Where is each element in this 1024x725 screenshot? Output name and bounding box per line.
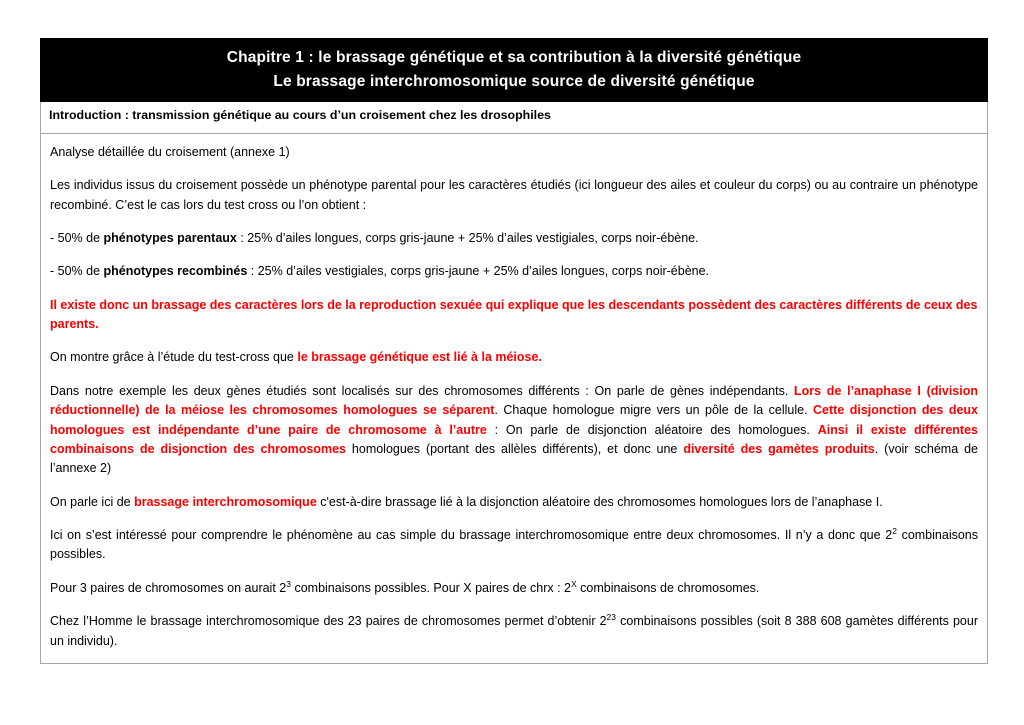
three-pairs-text: Pour 3 paires de chromosomes on aurait 2	[50, 580, 287, 595]
anaphase-part-1: Dans notre exemple les deux gènes étudiés sont localisés sur des chromosomes différents : On parle de gènes indépendants.	[50, 383, 795, 398]
introduction-row	[41, 102, 988, 134]
parental-label: phénotypes parentaux	[103, 230, 237, 245]
testcross-highlight: le brassage génétique est lié à la méiose.	[297, 350, 542, 365]
brassage-conclusion-text: Il existe donc un brassage des caractères lors de la reproduction sexuée qui explique que les descendants possèdent des caractères différents de ceux des parents.	[50, 297, 978, 332]
paragraph-phenotype-intro	[50, 176, 978, 215]
two-chromosomes-text: Ici on s’est intéressé pour comprendre le phénomène au cas simple du brassage interchromosomique entre deux chromosomes. Il n’y a donc que 2	[50, 528, 893, 543]
recombined-prefix: - 50% de	[50, 264, 104, 279]
paragraph-brassage-conclusion	[50, 296, 978, 335]
paragraph-anaphase-explanation	[50, 382, 978, 479]
paragraph-recombined-phenotypes	[50, 262, 978, 281]
parental-detail: : 25% d’ailes longues, corps gris-jaune + 25% d’ailes vestigiales, corps noir-ébène.	[236, 230, 699, 245]
interchromosomic-suffix: c'est-à-dire brassage lié à la disjonction aléatoire des chromosomes homologues lors de l’anaphase I.	[316, 494, 883, 509]
human-case-text: Chez l’Homme le brassage interchromosomique des 23 paires de chromosomes permet d’obtenir 2	[50, 614, 607, 629]
paragraph-three-pairs-case	[50, 579, 978, 598]
introduction-text: Introduction : transmission génétique au cours d’un croisement chez les drosophiles	[49, 108, 551, 123]
introduction-cell	[41, 102, 988, 134]
two-chromosomes-suffix: combinaisons possibles.	[50, 528, 978, 562]
paragraph-testcross-conclusion	[50, 348, 978, 367]
three-pairs-middle: combinaisons possibles. Pour X paires de chrx : 2	[290, 580, 571, 595]
phenotype-intro-text: Les individus issus du croisement possède un phénotype parental pour les caractères étudiés (ici longueur des ailes et couleur du corps) ou au contraire un phénotype recombiné. C’est le cas lors du test cross ou l’on obtient :	[50, 178, 978, 212]
paragraph-two-chromosomes-case	[50, 526, 978, 565]
paragraph-interchromosomic-definition	[50, 493, 978, 512]
recombined-label: phénotypes recombinés	[103, 264, 248, 279]
anaphase-highlight-3: Ainsi il existe différentes combinaisons de disjonction des chromosomes	[50, 422, 978, 456]
chapter-title-line-1: Chapitre 1 : le brassage génétique et sa contribution à la diversité génétique	[226, 49, 802, 66]
anaphase-part-2: . Chaque homologue migre vers un pôle de la cellule.	[494, 403, 814, 418]
body-cell	[41, 133, 988, 663]
chapter-title-line-2: Le brassage interchromosomique source de diversité génétique	[273, 72, 755, 90]
anaphase-part-5: . (voir schéma de l’annexe 2)	[50, 441, 978, 476]
three-pairs-suffix: combinaisons de chromosomes.	[576, 580, 760, 595]
paragraph-parental-phenotypes	[50, 229, 978, 248]
exponent-23: 23	[606, 612, 617, 623]
title-row	[41, 39, 988, 102]
testcross-prefix: On montre grâce à l’étude du test-cross que	[50, 350, 298, 365]
paragraph-human-case	[50, 612, 978, 651]
body-row	[41, 133, 988, 663]
interchromosomic-highlight: brassage interchromosomique	[134, 494, 317, 509]
analysis-text: Analyse détaillée du croisement (annexe 1)	[50, 144, 290, 159]
lesson-table	[40, 38, 988, 664]
anaphase-highlight-4: diversité des gamètes produits	[683, 441, 875, 456]
exponent-2: 2	[892, 525, 897, 536]
recombined-detail: : 25% d’ailes vestigiales, corps gris-jaune + 25% d’ailes longues, corps noir-ébène.	[247, 264, 710, 279]
paragraph-analysis-heading	[50, 143, 978, 162]
exponent-3: 3	[286, 578, 291, 589]
parental-prefix: - 50% de	[50, 230, 104, 245]
human-case-suffix: combinaisons possibles (soit 8 388 608 gamètes différents pour un individu).	[50, 614, 978, 648]
exponent-x: X	[570, 578, 577, 589]
interchromosomic-prefix: On parle ici de	[50, 494, 135, 509]
anaphase-highlight-2: Cette disjonction des deux homologues est indépendante d’une paire de chromosome à l’autre	[50, 403, 979, 437]
anaphase-part-3: : On parle de disjonction aléatoire des homologues.	[486, 422, 818, 437]
anaphase-part-4: homologues (portant des allèles différents), et donc une	[345, 441, 684, 456]
anaphase-highlight-1: Lors de l’anaphase I (division réductionnelle) de la méiose les chromosomes homologues se séparent	[50, 383, 978, 418]
title-banner-cell	[41, 39, 988, 102]
